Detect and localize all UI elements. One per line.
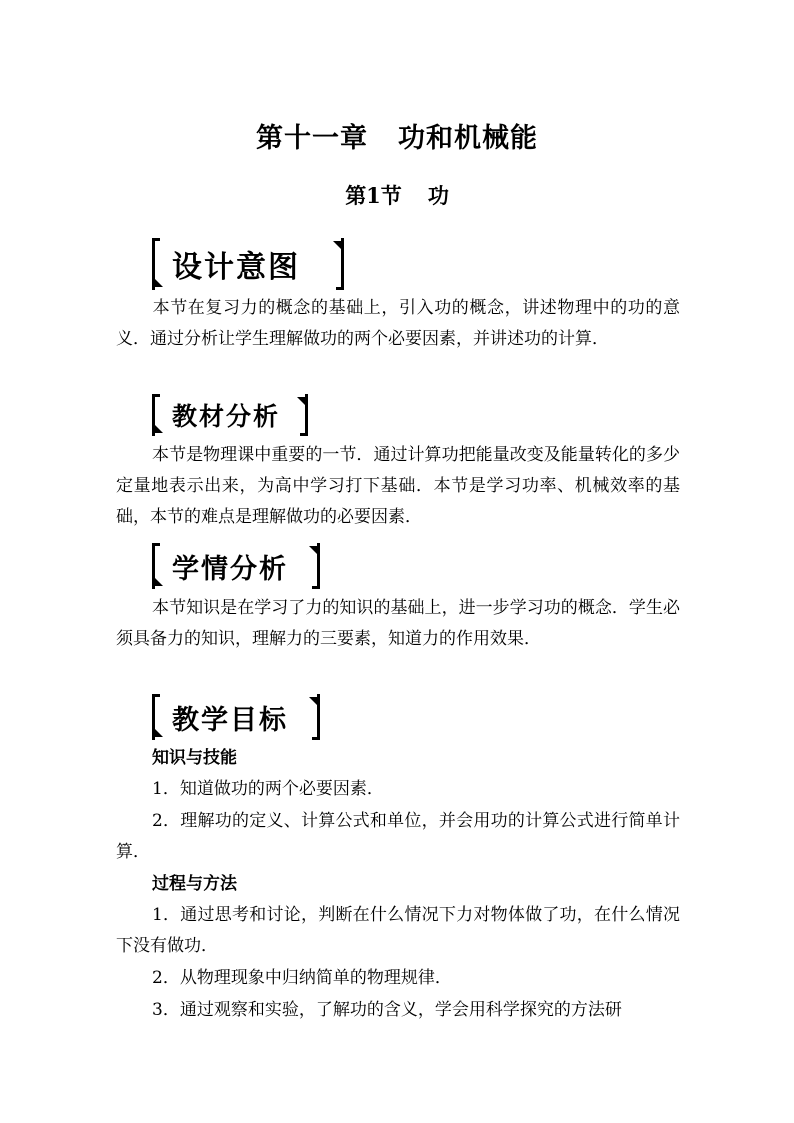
process-method-item-3-text: 3．通过观察和实验，了解功的含义，学会用科学探究的方法研: [152, 1000, 622, 1020]
section-title: [0, 180, 794, 210]
learner-analysis-paragraph: [116, 593, 680, 655]
knowledge-skills-item-2: [116, 806, 680, 868]
design-intent-text: 本节在复习力的概念的基础上，引入功的概念，讲述物理中的功的意义．通过分析让学生理解做功的两个必要因素，并讲述功的计算．: [116, 298, 680, 349]
section-name: 功: [427, 183, 449, 208]
chapter-name: 功和机械能: [398, 123, 538, 154]
chapter-title: [0, 116, 794, 155]
learner-analysis-heading: [152, 543, 320, 589]
material-analysis-heading-label: 教材分析: [172, 402, 281, 431]
teaching-goals-heading-label: 教学目标: [172, 704, 288, 736]
design-intent-paragraph: [116, 293, 680, 355]
process-method-title: 过程与方法: [152, 874, 237, 894]
learner-analysis-text: 本节知识是在学习了力的知识的基础上，进一步学习功的概念．学生必须具备力的知识，理解力的三要素，知道力的作用效果．: [116, 598, 680, 649]
learner-analysis-heading-label: 学情分析: [172, 553, 288, 585]
material-analysis-paragraph: [116, 440, 680, 533]
knowledge-skills-item-2-text: 2．理解功的定义、计算公式和单位，并会用功的计算公式进行简单计算．: [116, 811, 680, 862]
design-intent-heading-label: 设计意图: [172, 250, 300, 285]
knowledge-skills-item-1: [116, 774, 680, 805]
knowledge-skills-item-1-text: 1．知道做功的两个必要因素．: [152, 779, 384, 799]
material-analysis-text: 本节是物理课中重要的一节．通过计算功把能量改变及能量转化的多少定量地表示出来，为高中学习打下基础．本节是学习功率、机械效率的基础，本节的难点是理解做功的必要因素．: [116, 445, 680, 527]
section-number: 第1节: [345, 183, 402, 208]
design-intent-heading: [152, 238, 344, 290]
process-method-item-2-text: 2．从物理现象中归纳简单的物理规律．: [152, 968, 452, 988]
process-method-item-1: [116, 900, 680, 962]
chapter-number: 第十一章: [256, 123, 368, 154]
process-method-item-1-text: 1．通过思考和讨论，判断在什么情况下力对物体做了功，在什么情况下没有做功．: [116, 905, 680, 956]
knowledge-skills-title: 知识与技能: [152, 748, 237, 768]
process-method-item-3: [116, 995, 680, 1026]
teaching-goals-heading: [152, 694, 320, 740]
process-method-item-2: [116, 963, 680, 994]
material-analysis-heading: [152, 394, 308, 436]
